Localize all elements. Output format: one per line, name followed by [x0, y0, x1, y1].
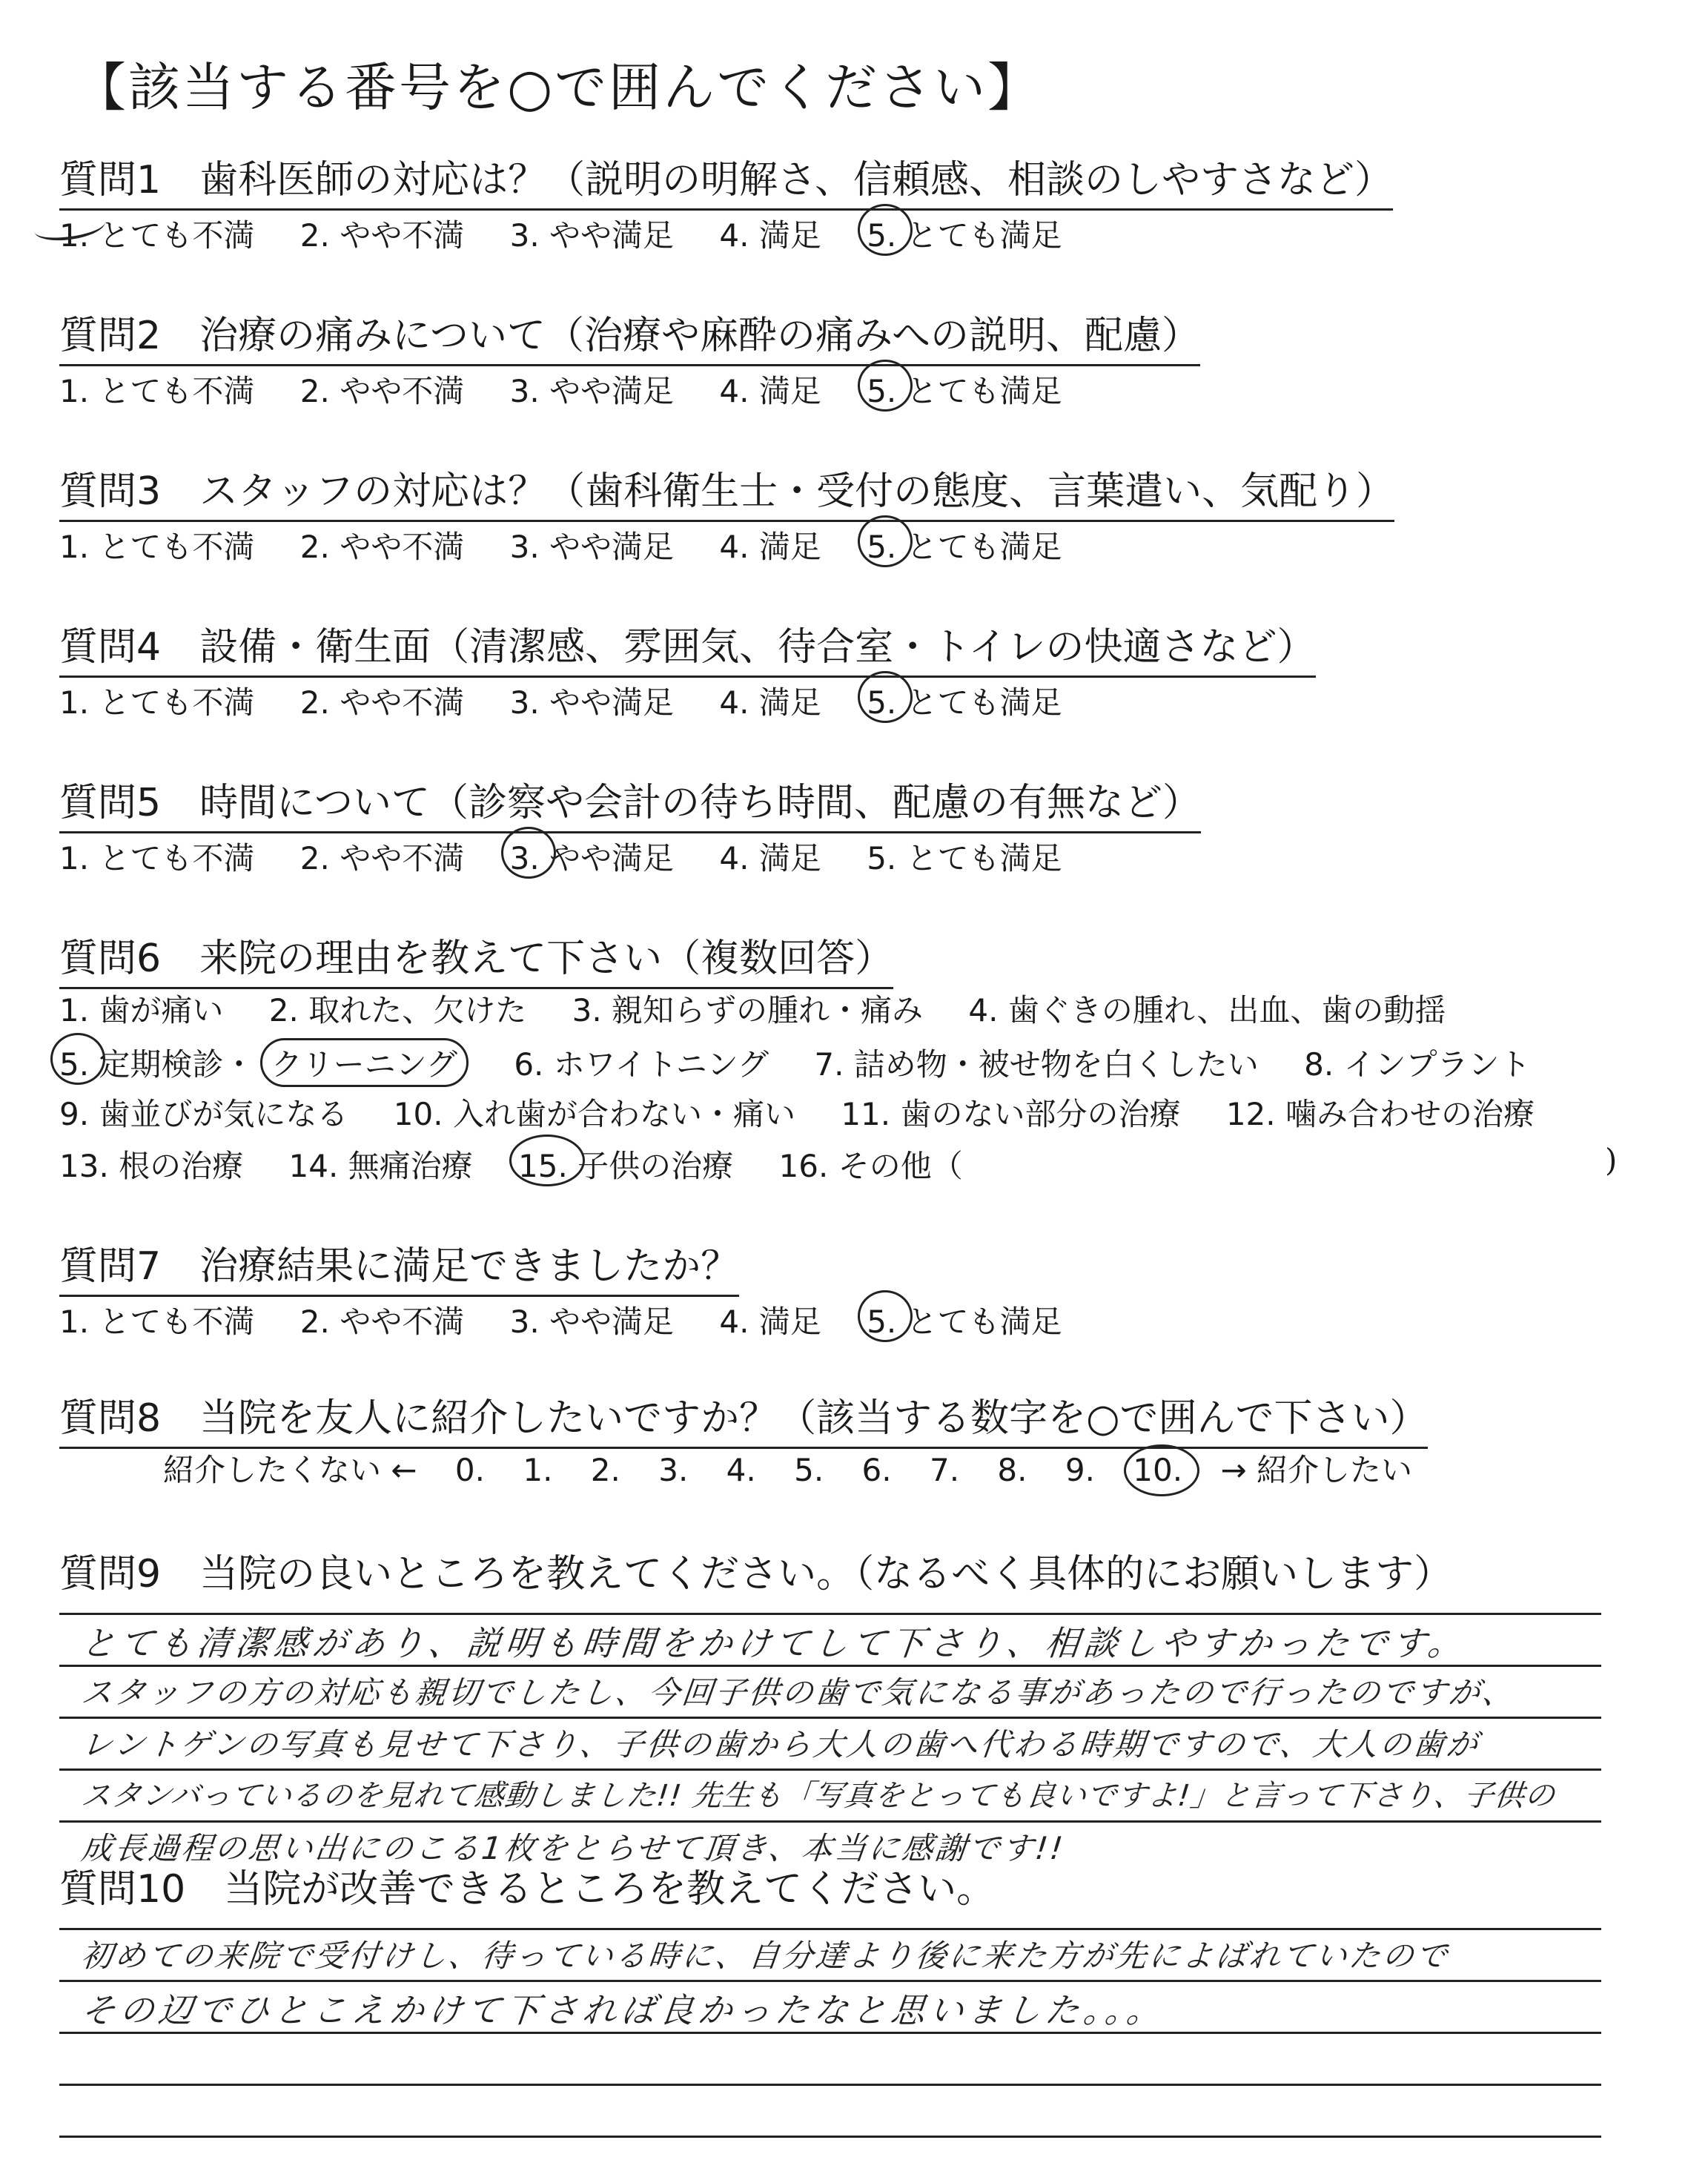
answer-line — [59, 1820, 1601, 1823]
question-3-title: 質問3 スタッフの対応は？（歯科衛生士・受付の態度、言葉遣い、気配り） — [59, 460, 1394, 522]
q6-option-13[interactable]: 13. 根の治療 — [59, 1148, 244, 1184]
answer-line — [59, 2136, 1601, 2138]
question-7-title: 質問7 治療結果に満足できましたか？ — [59, 1235, 739, 1297]
q1-option-4[interactable]: 4. 満足 — [719, 217, 821, 254]
q1-option-2[interactable]: 2. やや不満 — [299, 217, 465, 254]
scale-4[interactable]: 4. — [726, 1452, 756, 1488]
q5-option-4[interactable]: 4. 満足 — [719, 840, 821, 876]
q7-option-1[interactable]: 1. とても不満 — [59, 1304, 255, 1340]
question-5-title: 質問5 時間について（診察や会計の待ち時間、配慮の有無など） — [59, 771, 1201, 833]
q1-option-3[interactable]: 3. やや満足 — [509, 217, 675, 254]
question-9-title: 質問9 当院の良いところを教えてください。（なるべく具体的にお願いします） — [59, 1552, 1453, 1596]
q7-option-2[interactable]: 2. やや不満 — [299, 1304, 465, 1340]
q5-option-1[interactable]: 1. とても不満 — [59, 840, 255, 876]
answer-line — [59, 1928, 1601, 1930]
q10-answer-line-1[interactable]: 初めての来院で受付けし、待っている時に、自分達より後に来た方が先によばれていたので — [79, 1938, 1452, 1974]
q6-option-8[interactable]: 8. インプラント — [1304, 1046, 1531, 1083]
answer-line — [59, 1980, 1601, 1982]
q3-option-4[interactable]: 4. 満足 — [719, 529, 821, 565]
q2-option-2[interactable]: 2. やや不満 — [299, 373, 465, 409]
question-1-options — [59, 211, 1098, 256]
scale-right-label: → 紹介したい — [1220, 1452, 1412, 1488]
q9-answer-line-3[interactable]: レントゲンの写真も見せて下さり、子供の歯から大人の歯へ代わる時期ですので、大人の歯が — [79, 1726, 1482, 1763]
q3-option-1[interactable]: 1. とても不満 — [59, 529, 255, 565]
recommend-scale — [163, 1446, 1440, 1490]
q6-option-16[interactable]: 16. その他（ — [778, 1148, 963, 1184]
q6-option-9[interactable]: 9. 歯並びが気になる — [59, 1096, 348, 1132]
answer-line — [59, 2084, 1601, 2086]
q4-option-2[interactable]: 2. やや不満 — [299, 684, 465, 721]
q4-option-1[interactable]: 1. とても不満 — [59, 684, 255, 721]
question-7-options — [59, 1298, 1098, 1342]
q5-option-5[interactable]: 5. とても満足 — [867, 840, 1062, 876]
question-5-options — [59, 834, 1098, 879]
answer-line — [59, 1768, 1601, 1771]
q1-option-5[interactable]: 5. とても満足 — [867, 211, 1062, 256]
question-6-row-1 — [59, 986, 1481, 1031]
scale-2[interactable]: 2. — [590, 1452, 620, 1488]
q6-option-10[interactable]: 10. 入れ歯が合わない・痛い — [393, 1096, 795, 1132]
q2-option-5[interactable]: 5. とても満足 — [867, 367, 1062, 412]
scale-5[interactable]: 5. — [794, 1452, 824, 1488]
question-1-title: 質問1 歯科医師の対応は？（説明の明解さ、信頼感、相談のしやすさなど） — [59, 148, 1393, 211]
q6-option-5-cleaning[interactable]: クリーニング — [260, 1038, 469, 1087]
question-8-title: 質問8 当院を友人に紹介したいですか？（該当する数字を○で囲んで下さい） — [59, 1387, 1428, 1449]
q1-option-1[interactable]: 1. とても不満 — [59, 211, 254, 256]
q7-option-5[interactable]: 5. とても満足 — [867, 1298, 1062, 1342]
scale-3[interactable]: 3. — [658, 1452, 689, 1488]
q6-option-15[interactable]: 15. 子供の治療 — [518, 1142, 733, 1186]
q9-answer-line-1[interactable]: とても清潔感があり、説明も時間をかけてして下さり、相談しやすかったです。 — [79, 1623, 1469, 1663]
q6-other-close-paren: ) — [1605, 1142, 1618, 1178]
q4-option-4[interactable]: 4. 満足 — [719, 684, 821, 721]
scale-7[interactable]: 7. — [929, 1452, 960, 1488]
q9-answer-line-5[interactable]: 成長過程の思い出にのこる1枚をとらせて頂き、本当に感謝です!! — [79, 1830, 1067, 1866]
scale-1[interactable]: 1. — [523, 1452, 553, 1488]
q6-option-7[interactable]: 7. 詰め物・被せ物を白くしたい — [814, 1046, 1259, 1083]
answer-line — [59, 1717, 1601, 1719]
question-6-title: 質問6 来院の理由を教えて下さい（複数回答） — [59, 927, 893, 989]
q3-option-2[interactable]: 2. やや不満 — [299, 529, 465, 565]
question-4-title: 質問4 設備・衛生面（清潔感、雰囲気、待合室・トイレの快適さなど） — [59, 615, 1316, 678]
scale-6[interactable]: 6. — [861, 1452, 892, 1488]
question-3-options — [59, 523, 1098, 567]
q4-option-5[interactable]: 5. とても満足 — [867, 678, 1062, 723]
q3-option-5[interactable]: 5. とても満足 — [867, 523, 1062, 567]
scale-0[interactable]: 0. — [454, 1452, 485, 1488]
q6-option-6[interactable]: 6. ホワイトニング — [514, 1046, 769, 1083]
scale-9[interactable]: 9. — [1065, 1452, 1095, 1488]
q7-option-3[interactable]: 3. やや満足 — [509, 1304, 675, 1340]
q10-answer-line-2[interactable]: その辺でひとこえかけて下されば良かったなと思いました。。。 — [79, 1990, 1168, 2030]
q6-option-14[interactable]: 14. 無痛治療 — [288, 1148, 473, 1184]
q4-option-3[interactable]: 3. やや満足 — [509, 684, 675, 721]
question-2-title: 質問2 治療の痛みについて（治療や麻酔の痛みへの説明、配慮） — [59, 304, 1200, 366]
q6-option-4[interactable]: 4. 歯ぐきの腫れ、出血、歯の動揺 — [968, 992, 1446, 1028]
q6-option-1[interactable]: 1. 歯が痛い — [59, 992, 224, 1028]
q6-option-2[interactable]: 2. 取れた、欠けた — [268, 992, 527, 1028]
q6-option-11[interactable]: 11. 歯のない部分の治療 — [841, 1096, 1181, 1132]
q2-option-3[interactable]: 3. やや満足 — [509, 373, 675, 409]
q2-option-1[interactable]: 1. とても不満 — [59, 373, 255, 409]
q6-option-3[interactable]: 3. 親知らずの腫れ・痛み — [572, 992, 924, 1028]
question-4-options — [59, 678, 1098, 723]
q2-option-4[interactable]: 4. 満足 — [719, 373, 821, 409]
question-10-title: 質問10 当院が改善できるところを教えてください。 — [59, 1867, 996, 1912]
q9-answer-line-2[interactable]: スタッフの方の対応も親切でしたし、今回子供の歯で気になる事があったので行ったのですが、 — [79, 1674, 1517, 1711]
q5-option-2[interactable]: 2. やや不満 — [299, 840, 465, 876]
q3-option-3[interactable]: 3. やや満足 — [509, 529, 675, 565]
q5-option-3[interactable]: 3. やや満足 — [510, 834, 674, 879]
scale-10[interactable]: 10. — [1133, 1452, 1183, 1488]
scale-8[interactable]: 8. — [997, 1452, 1027, 1488]
q9-answer-line-4[interactable]: スタンバっているのを見れて感動しました!! 先生も「写真をとっても良いですよ!」と言って下さり、子供の — [79, 1779, 1558, 1813]
q7-option-4[interactable]: 4. 満足 — [719, 1304, 821, 1340]
question-6-row-2 — [59, 1038, 1566, 1087]
q6-option-5[interactable]: 5. 定期検診・ — [59, 1040, 254, 1085]
answer-line — [59, 1613, 1601, 1615]
question-2-options — [59, 367, 1098, 412]
question-6-row-3 — [59, 1090, 1570, 1135]
q6-option-12[interactable]: 12. 噛み合わせの治療 — [1225, 1096, 1535, 1132]
scale-left-label: 紹介したくない ← — [163, 1452, 417, 1488]
question-6-row-4 — [59, 1142, 999, 1186]
page-title: 【該当する番号を○で囲んでください】 — [74, 57, 1042, 118]
